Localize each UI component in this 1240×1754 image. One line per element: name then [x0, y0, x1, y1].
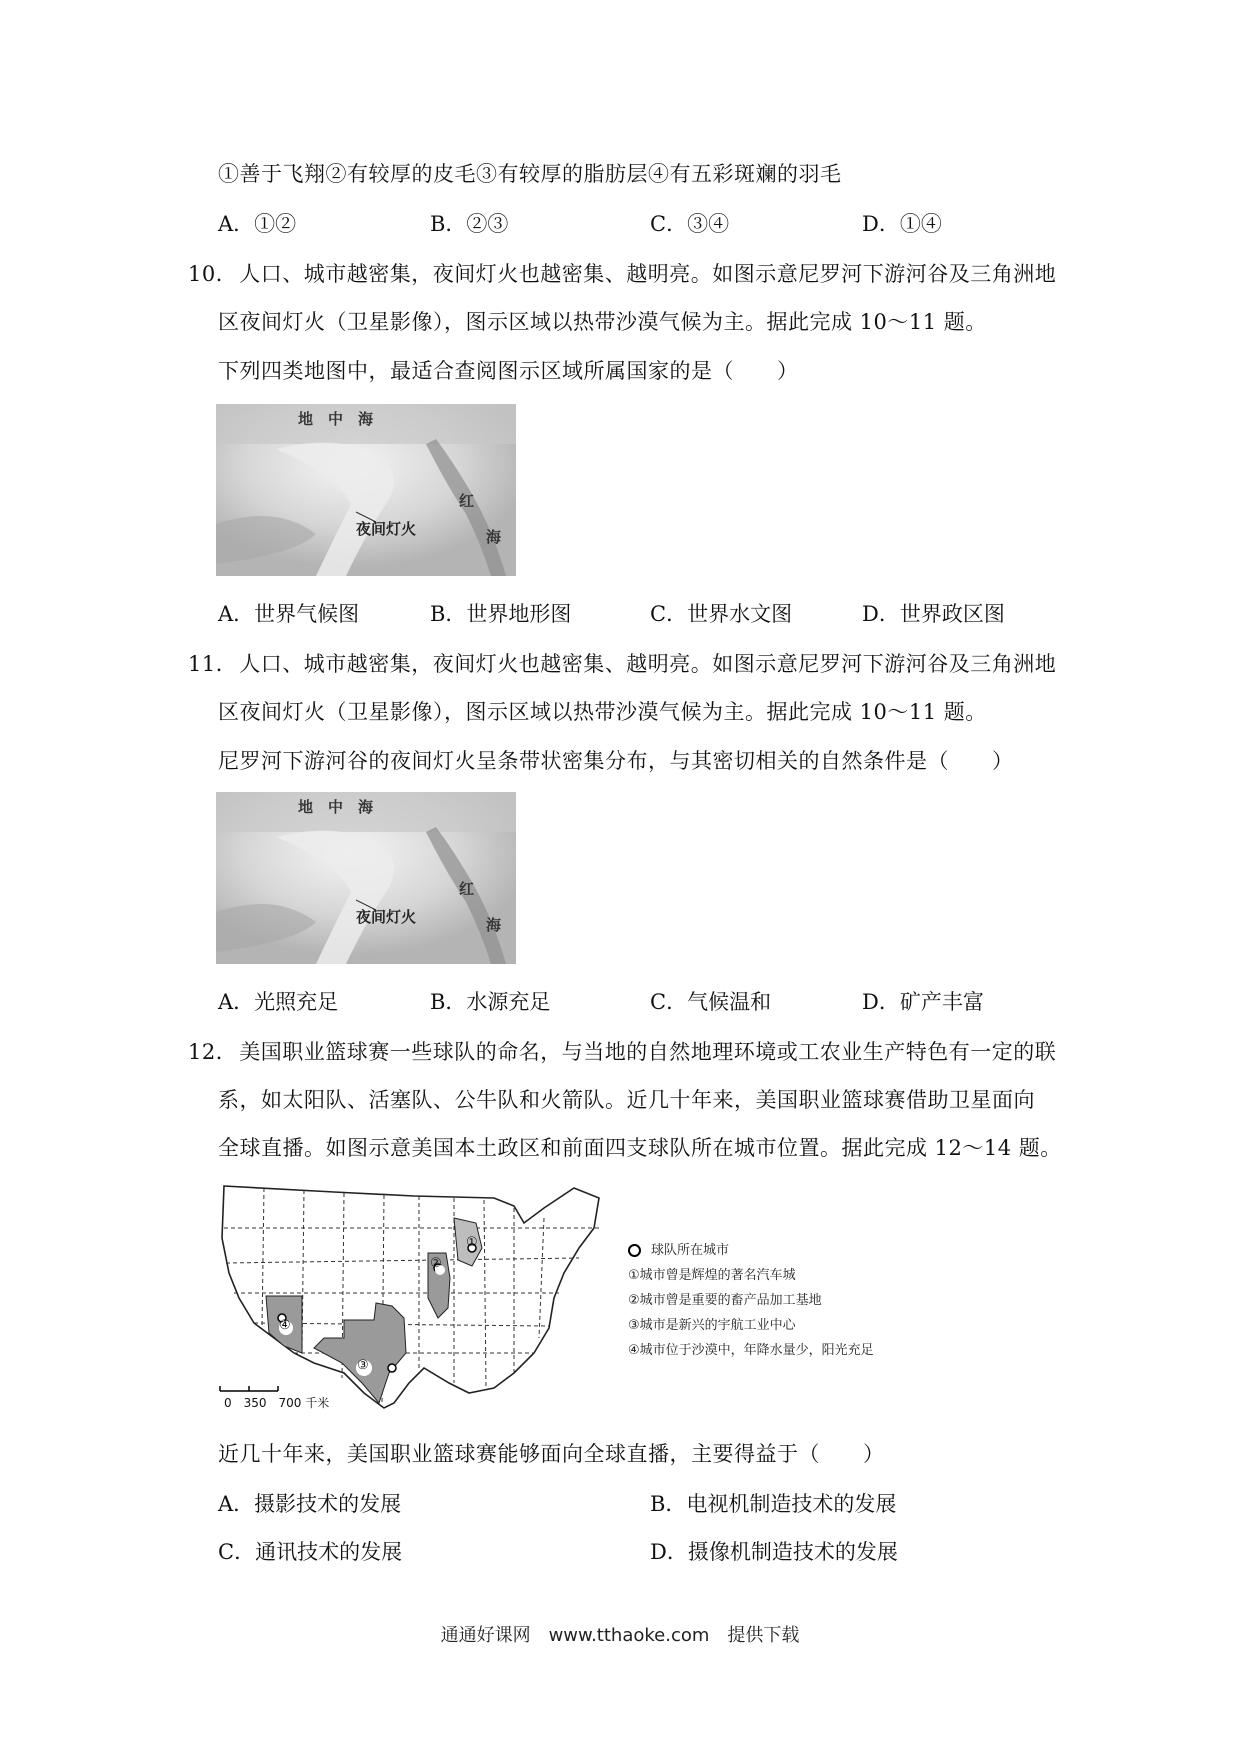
- q12-number: 12．: [188, 1040, 238, 1064]
- page-footer: 通通好课网 www.tthaoke.com 提供下载: [440, 1625, 800, 1646]
- q11-sea-mediterranean: 地 中 海: [298, 798, 374, 816]
- q12-option-a[interactable]: A．摄影技术的发展: [218, 1492, 402, 1516]
- q12-us-map-figure: [214, 1178, 954, 1418]
- q12-legend-title-row: [628, 1238, 874, 1263]
- q11-option-c[interactable]: C．气候温和: [650, 990, 772, 1014]
- q12-map-marker-1: ①: [466, 1235, 478, 1250]
- q12-us-map: [214, 1178, 614, 1418]
- q11-stem-line2: 区夜间灯火（卫星影像），图示区域以热带沙漠气候为主。据此完成 10～11 题。: [218, 700, 987, 724]
- q11-number: 11．: [188, 652, 238, 676]
- q10-number: 10．: [188, 262, 238, 286]
- q9-option-a[interactable]: A．①②: [218, 212, 297, 236]
- q12-option-b[interactable]: B．电视机制造技术的发展: [650, 1492, 897, 1516]
- q12-map-marker-2: ②: [430, 1256, 442, 1271]
- q12-map-marker-4: ④: [279, 1318, 291, 1333]
- q9-option-b[interactable]: B．②③: [430, 212, 509, 236]
- q10-option-d[interactable]: D．世界政区图: [862, 602, 1005, 626]
- q12-option-c[interactable]: C．通讯技术的发展: [218, 1540, 403, 1564]
- q11-stem-line1: [188, 650, 1056, 678]
- q12-stem-line1: [188, 1038, 1056, 1066]
- q11-night-lights-label: 夜间灯火: [356, 908, 417, 926]
- q12-option-d[interactable]: D．摄像机制造技术的发展: [650, 1540, 898, 1564]
- q11-satellite-image: [216, 792, 516, 964]
- q12-legend-item-4: ④城市位于沙漠中，年降水量少，阳光充足: [628, 1343, 874, 1358]
- q11-option-a[interactable]: A．光照充足: [218, 990, 339, 1014]
- q10-night-lights-label: 夜间灯火: [356, 520, 417, 538]
- q12-legend-item-3: ③城市是新兴的宇航工业中心: [628, 1318, 796, 1333]
- q11-sea-red-1: 红: [459, 880, 475, 898]
- q10-stem-line2: 区夜间灯火（卫星影像），图示区域以热带沙漠气候为主。据此完成 10～11 题。: [218, 310, 987, 334]
- q10-satellite-image: [216, 404, 516, 576]
- q12-question: 近几十年来，美国职业篮球赛能够面向全球直播，主要得益于（ ）: [218, 1442, 885, 1466]
- q10-question: 下列四类地图中，最适合查阅图示区域所属国家的是（ ）: [218, 359, 799, 383]
- q10-sea-mediterranean: 地 中 海: [298, 410, 374, 428]
- q10-sea-red-2: 海: [486, 528, 502, 546]
- q11-question: 尼罗河下游河谷的夜间灯火呈条带状密集分布，与其密切相关的自然条件是（ ）: [218, 749, 1014, 773]
- q12-stem-line2: 系，如太阳队、活塞队、公牛队和火箭队。近几十年来，美国职业篮球赛借助卫星面向: [218, 1088, 1035, 1112]
- q11-option-b[interactable]: B．水源充足: [430, 990, 551, 1014]
- q12-stem-text1: 美国职业篮球赛一些球队的命名，与当地的自然地理环境或工农业生产特色有一定的联: [239, 1040, 1057, 1064]
- q10-stem-line1: [188, 260, 1056, 288]
- q10-option-b[interactable]: B．世界地形图: [430, 602, 572, 626]
- q9-option-d[interactable]: D．①④: [862, 212, 942, 236]
- q11-stem-text1: 人口、城市越密集，夜间灯火也越密集、越明亮。如图示意尼罗河下游河谷及三角洲地: [239, 652, 1057, 676]
- q12-map-marker-3: ③: [357, 1358, 369, 1373]
- q12-legend-title: 球队所在城市: [651, 1243, 730, 1258]
- q10-sea-red-1: 红: [459, 492, 475, 510]
- q9-statement: ①善于飞翔②有较厚的皮毛③有较厚的脂肪层④有五彩斑斓的羽毛: [218, 162, 842, 186]
- q12-map-scale: 0 350 700 千米: [224, 1396, 330, 1410]
- q12-stem-line3: 全球直播。如图示意美国本土政区和前面四支球队所在城市位置。据此完成 12～14 题。: [218, 1136, 1062, 1160]
- circle-icon: [628, 1244, 641, 1257]
- q12-legend-item-1: ①城市曾是辉煌的著名汽车城: [628, 1268, 796, 1283]
- q11-option-d[interactable]: D．矿产丰富: [862, 990, 984, 1014]
- q11-sea-red-2: 海: [486, 916, 502, 934]
- q10-option-c[interactable]: C．世界水文图: [650, 602, 793, 626]
- q9-option-c[interactable]: C．③④: [650, 212, 730, 236]
- q12-legend-item-2: ②城市曾是重要的畜产品加工基地: [628, 1293, 822, 1308]
- q10-stem-text1: 人口、城市越密集，夜间灯火也越密集、越明亮。如图示意尼罗河下游河谷及三角洲地: [239, 262, 1057, 286]
- q10-option-a[interactable]: A．世界气候图: [218, 602, 360, 626]
- q12-map-legend: [628, 1238, 874, 1363]
